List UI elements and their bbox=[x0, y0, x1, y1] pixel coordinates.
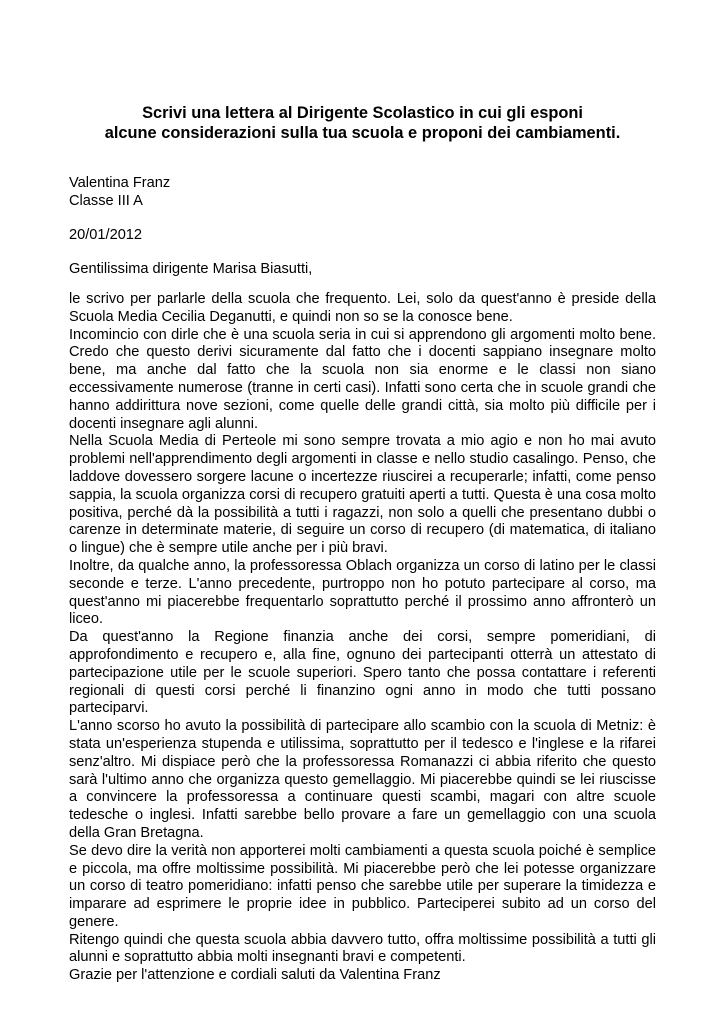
letter-date: 20/01/2012 bbox=[69, 227, 143, 243]
paragraph-school-quality: Incomincio con dirle che è una scuola seria in cui si apprendono gli argomenti molto bene. Credo che questo derivi sicuramente dal fatto che i docenti sappiano insegnare molto bene, ma anche dal fatto che la scuola non sia enorme e le classi non siano eccessivamente numerose (tranne in certi casi). Infatti sono certa che in scuole grandi che hanno addirittura nove sezioni, come quelle delle grandi città, sia molto più difficile per i docenti insegnare agli alunni. bbox=[69, 326, 656, 432]
title-line-2: alcune considerazioni sulla tua scuola e proponi dei cambiamenti. bbox=[104, 124, 621, 142]
paragraph-regional-courses: Da quest'anno la Regione finanzia anche dei corsi, sempre pomeridiani, di approfondimento e recupero e, alla fine, ognuno dei partecipanti otterrà un attestato di partecipazione utile per le scuole superiori. Spero tanto che possa contattare i referenti regionali di questi corsi perché li finanzino ogni anno in modo che tutti possano parteciparvi. bbox=[69, 629, 656, 717]
paragraph-theatre-proposal: Se devo dire la verità non apporterei molti cambiamenti a questa scuola poiché è semplice e piccola, ma offre moltissime possibilità. Mi piacerebbe però che lei potesse organizzare un corso di teatro pomeridiano: infatti penso che sarebbe utile per superare la timidezza e imparare ad esprimere le proprie idee in pubblico. Parteciperei subito ad un corso del genere. bbox=[69, 842, 656, 930]
paragraph-closing: Grazie per l'attenzione e cordiali saluti da Valentina Franz bbox=[69, 967, 441, 984]
salutation: Gentilissima dirigente Marisa Biasutti, bbox=[69, 261, 313, 277]
author-name: Valentina Franz bbox=[69, 175, 171, 191]
author-class: Classe III A bbox=[69, 192, 143, 209]
letter-body bbox=[69, 291, 656, 985]
paragraph-exchange: L'anno scorso ho avuto la possibilità di partecipare allo scambio con la scuola di Metniz: è stata un'esperienza stupenda e utilissima, soprattutto per il tedesco e l'inglese e la rifarei senz'altro. Mi dispiace però che la professoressa Romanazzi ci abbia riferito che questo sarà l'ultimo anno che organizza questo gemellaggio. Mi piacerebbe quindi se lei riuscisse a convincere la professoressa a continuare questi scambi, magari con altre scuole tedesche o inglesi. Infatti sarebbe bello provare a fare un gemellaggio con una scuola della Gran Bretagna. bbox=[69, 718, 656, 841]
letter-assignment-title bbox=[60, 103, 665, 143]
title-line-1: Scrivi una lettera al Dirigente Scolastico in cui gli esponi bbox=[142, 104, 583, 122]
paragraph-conclusion: Ritengo quindi che questa scuola abbia davvero tutto, offra moltissime possibilità a tutti gli alunni e soprattutto abbia molti insegnanti bravi e competenti. bbox=[69, 931, 656, 966]
author-block bbox=[69, 175, 170, 210]
paragraph-intro: le scrivo per parlarle della scuola che frequento. Lei, solo da quest'anno è preside della Scuola Media Cecilia Deganutti, e quindi non so se la conosce bene. bbox=[69, 291, 656, 325]
paragraph-latin-course: Inoltre, da qualche anno, la professoressa Oblach organizza un corso di latino per le classi seconde e terze. L'anno precedente, purtroppo non ho potuto partecipare al corso, ma quest'anno mi piacerebbe frequentarlo soprattutto perché il prossimo anno affronterò un liceo. bbox=[69, 557, 656, 628]
paragraph-recovery-courses: Nella Scuola Media di Perteole mi sono sempre trovata a mio agio e non ho mai avuto problemi nell'apprendimento degli argomenti in classe e nello studio casalingo. Penso, che laddove dovessero sorgere lacune o incertezze riuscirei a recuperarle; infatti, come penso sappia, la scuola organizza corsi di recupero gratuiti aperti a tutti. Questa è una cosa molto positiva, perché dà la possibilità a tutti i ragazzi, non solo a quelli che presentano dubbi o carenze in determinate materie, di seguire un corso di recupero (di matematica, di italiano o lingue) che è sempre utile anche per i più bravi. bbox=[69, 433, 656, 557]
